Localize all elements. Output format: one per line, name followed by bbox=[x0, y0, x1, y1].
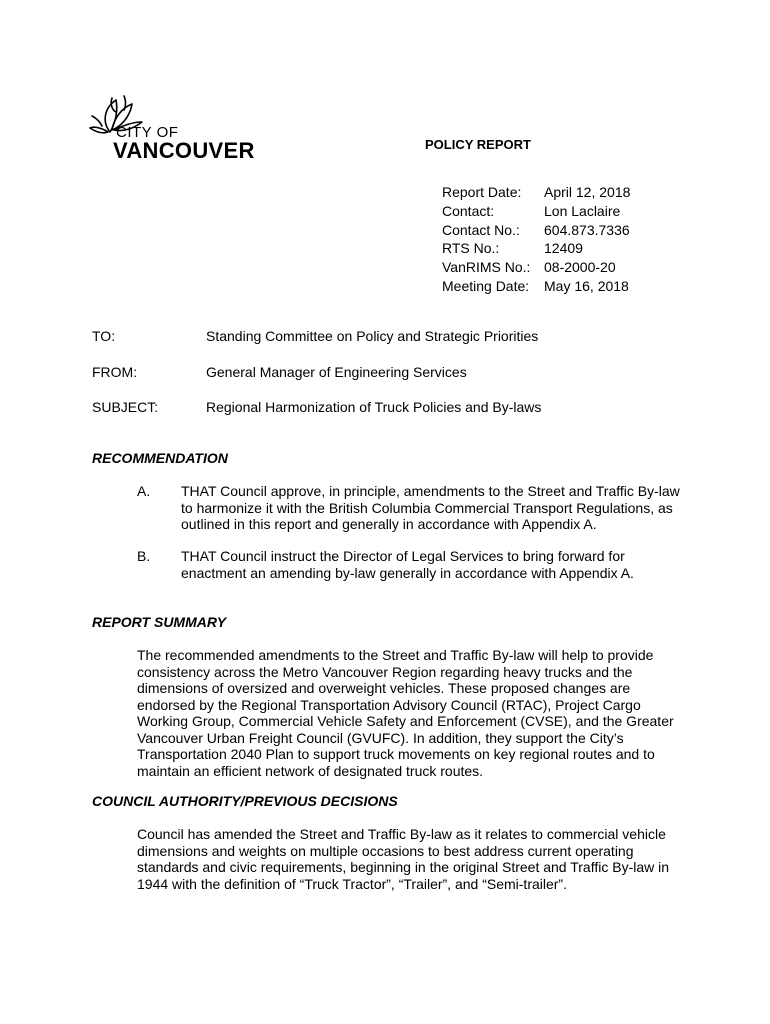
city-of-vancouver-logo bbox=[88, 92, 268, 162]
meta-value: Lon Laclaire bbox=[544, 202, 621, 219]
logo-city-of-text: CITY OF bbox=[116, 124, 179, 141]
meta-value: May 16, 2018 bbox=[544, 277, 629, 294]
recommendation-text bbox=[181, 548, 697, 581]
text-line: THAT Council instruct the Director of Legal Services to bring forward for bbox=[181, 548, 625, 564]
from-value: General Manager of Engineering Services bbox=[206, 364, 467, 380]
recommendation-text bbox=[181, 483, 697, 533]
text-line: standards and civic requirements, beginning in the original Street and Traffic By-law in bbox=[137, 859, 670, 875]
subject-label: SUBJECT: bbox=[92, 399, 159, 415]
recommendation-heading: RECOMMENDATION bbox=[92, 450, 228, 466]
text-line: Vancouver Urban Freight Council (GVUFC). In addition, they support the City’s bbox=[137, 729, 624, 746]
meta-value: April 12, 2018 bbox=[544, 184, 631, 200]
report-summary-paragraph bbox=[137, 647, 685, 779]
text-line: Council has amended the Street and Traffic By-law as it relates to commercial vehicle bbox=[137, 826, 666, 842]
text-line: dimensions of oversized and overweight vehicles. These proposed changes are bbox=[137, 680, 631, 696]
recommendation-letter: B. bbox=[137, 548, 151, 564]
text-line: enactment an amending by-law generally in accordance with Appendix A. bbox=[181, 564, 634, 581]
meta-label: Contact No.: bbox=[442, 221, 520, 238]
text-line: outlined in this report and generally in accordance with Appendix A. bbox=[181, 516, 597, 532]
meta-row-rts-no bbox=[442, 239, 630, 258]
subject-value: Regional Harmonization of Truck Policies and By-laws bbox=[206, 399, 542, 415]
recommendation-item-a bbox=[137, 483, 697, 533]
meta-value: 08-2000-20 bbox=[544, 259, 616, 276]
recommendation-item-b bbox=[137, 548, 697, 581]
text-line: maintain an efficient network of designated truck routes. bbox=[137, 762, 484, 779]
council-authority-paragraph bbox=[137, 826, 685, 892]
text-line: Transportation 2040 Plan to support truck movements on key regional routes and to bbox=[137, 746, 655, 762]
meta-value: 604.873.7336 bbox=[544, 221, 630, 238]
text-line: Working Group, Commercial Vehicle Safety and Enforcement (CVSE), and the Greater bbox=[137, 713, 674, 729]
meta-value: 12409 bbox=[544, 240, 583, 257]
text-line: to harmonize it with the British Columbia Commercial Transport Regulations, as bbox=[181, 499, 673, 516]
meta-row-contact bbox=[442, 202, 630, 221]
meta-label: RTS No.: bbox=[442, 240, 500, 257]
to-value: Standing Committee on Policy and Strategic Priorities bbox=[206, 328, 539, 344]
report-meta bbox=[442, 183, 630, 296]
meta-row-meeting-date bbox=[442, 277, 630, 296]
council-authority-heading: COUNCIL AUTHORITY/PREVIOUS DECISIONS bbox=[92, 793, 398, 809]
meta-row-vanrims-no bbox=[442, 258, 630, 277]
logo-vancouver-text: VANCOUVER bbox=[113, 138, 255, 163]
meta-label: Contact: bbox=[442, 202, 495, 219]
recommendation-letter: A. bbox=[137, 483, 151, 499]
meta-label: VanRIMS No.: bbox=[442, 259, 531, 276]
text-line: THAT Council approve, in principle, amendments to the Street and Traffic By-law bbox=[181, 483, 680, 499]
report-summary-heading: REPORT SUMMARY bbox=[92, 614, 227, 630]
to-label: TO: bbox=[92, 328, 116, 344]
meta-row-contact-no bbox=[442, 221, 630, 240]
meta-row-report-date bbox=[442, 183, 630, 202]
text-line: consistency across the Metro Vancouver Region regarding heavy trucks and the bbox=[137, 663, 633, 680]
report-type-title: POLICY REPORT bbox=[425, 137, 531, 152]
text-line: 1944 with the definition of “Truck Tractor”, “Trailer”, and “Semi-trailer”. bbox=[137, 875, 567, 892]
text-line: The recommended amendments to the Street and Traffic By-law will help to provide bbox=[137, 647, 654, 663]
text-line: dimensions and weights on multiple occasions to best address current operating bbox=[137, 842, 634, 859]
meta-label: Report Date: bbox=[442, 184, 522, 200]
from-label: FROM: bbox=[92, 364, 138, 380]
text-line: endorsed by the Regional Transportation Advisory Council (RTAC), Project Cargo bbox=[137, 696, 641, 713]
meta-label: Meeting Date: bbox=[442, 277, 530, 294]
